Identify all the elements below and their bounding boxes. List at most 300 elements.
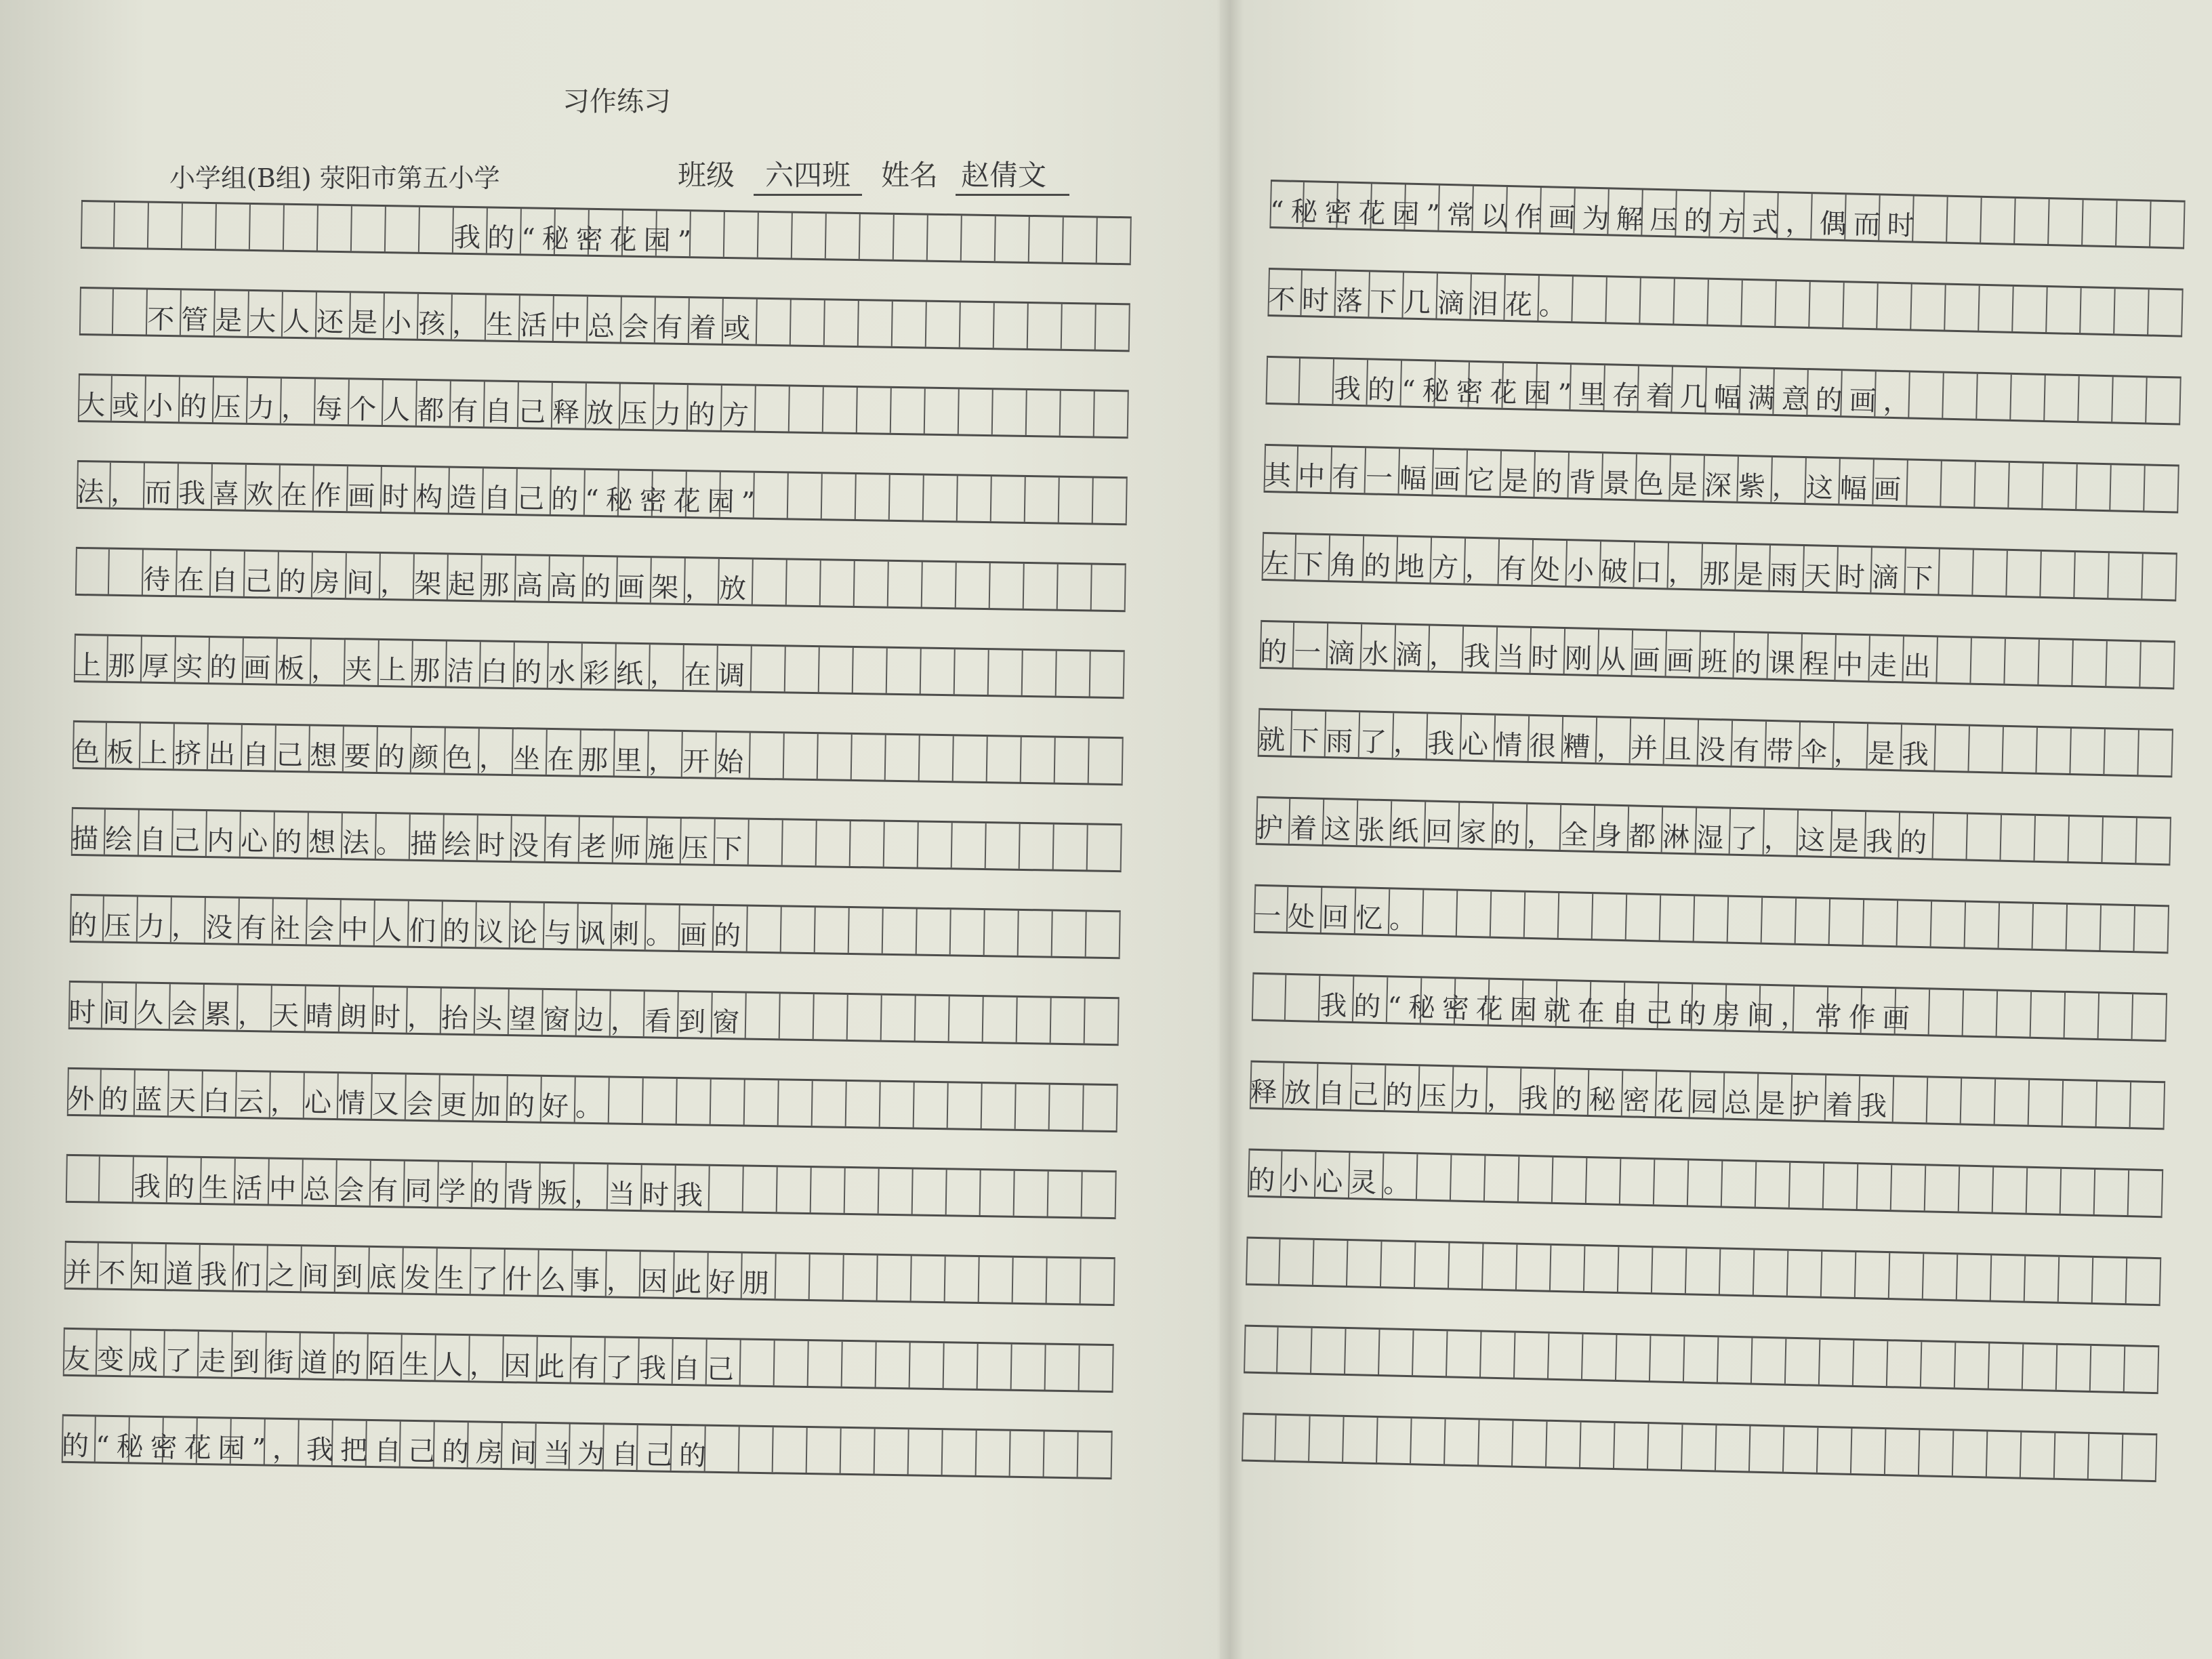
grid-cell [2112,377,2147,422]
grid-cell [785,647,820,692]
grid-cell [1029,217,1064,262]
grid-cell [1090,651,1125,697]
grid-cell [791,300,825,345]
grid-cell [2059,1257,2093,1303]
grid-cell [753,560,787,605]
grid-cell [2065,993,2100,1038]
grid-cell [1943,373,1978,419]
grid-cell [1929,989,1964,1035]
grid-cell [250,205,285,250]
essay-line: 上那厚实的画板，夹上那洁白的水彩纸，在调 [73,649,752,692]
grid-cell [711,1080,745,1125]
grid-cell [1933,813,1968,859]
grid-cell [2123,1435,2157,1480]
grid-cell [982,1084,1017,1129]
grid-cell [1851,1429,1886,1474]
grid-cell [1094,392,1129,437]
grid-cell [2078,376,2113,422]
grid-cell [993,390,1027,435]
grid-cell [1553,1158,1587,1203]
grid-cell [1931,901,1966,947]
grid-cell [1275,1416,1310,1461]
grid-cell [811,1168,846,1213]
grid-cell [2013,287,2047,332]
grid-cell [1347,1241,1382,1286]
grid-cell [1062,304,1097,350]
grid-cell [2114,289,2149,334]
grid-cell [790,386,824,432]
grid-cell [352,206,386,251]
grid-cell [2102,817,2137,863]
grid-cell [955,649,989,695]
grid-cell [1955,1343,1990,1388]
grid-cell [1626,895,1661,940]
grid-cell [876,1343,911,1388]
grid-cell [1981,198,2015,243]
grid-cell [1864,900,1898,945]
grid-cell [844,1255,878,1300]
grid-cell [951,909,985,955]
grid-cell [2031,992,2066,1038]
grid-cell [1246,1239,1280,1284]
grid-cell [1728,897,1763,943]
grid-cell [743,1167,778,1212]
grid-cell [2093,1258,2127,1303]
grid-cell [115,203,149,248]
grid-cell [1989,1344,2024,1389]
grid-cell [813,1081,847,1126]
grid-cell [1044,1432,1079,1477]
grid-cell [609,1078,644,1123]
grid-cell [1483,1244,1517,1290]
grid-cell [1054,825,1088,870]
grid-cell [853,648,888,693]
grid-row [68,981,1120,1046]
essay-line: 左下角的地方，有处小破口，那是雨天时滴下 [1261,548,1940,595]
grid-cell [1551,1246,1585,1291]
grid-cell [826,213,861,259]
grid-cell [2061,1169,2095,1214]
grid-cell [925,389,960,434]
grid-cell [1927,1078,1962,1123]
grid-cell [2036,728,2071,773]
essay-line: 并不知道我们之间到底发生了什么事，因此好朋 [64,1256,777,1300]
grid-cell [985,910,1019,956]
grid-cell [2136,818,2171,863]
grid-cell [2063,1081,2097,1126]
grid-cell [1058,565,1092,610]
grid-cell [1047,1258,1082,1304]
grid-cell [2039,640,2073,685]
grid-cell [756,386,790,432]
grid-cell [1519,1157,1553,1202]
grid-cell [1650,1336,1685,1381]
grid-cell [1086,912,1121,957]
grid-cell [1947,197,1982,243]
grid-cell [1939,550,1973,595]
grid-cell [883,909,918,954]
grid-cell [66,1156,100,1202]
grid-cell [1481,1332,1515,1378]
grid-cell [1051,998,1086,1044]
essay-line: 就下雨了，我心情很糟，并且没有带伞，是我 [1257,724,1936,771]
grid-cell [857,388,892,433]
essay-line: 的小心灵。 [1247,1164,1418,1200]
grid-cell [1784,1427,1818,1473]
grid-cell [780,994,815,1039]
grid-cell [1449,1243,1483,1288]
grid-cell [1017,998,1052,1043]
grid-cell [1286,975,1320,1021]
grid-cell [2001,815,2036,861]
grid-cell [1965,903,2000,948]
grid-cell [1027,390,1061,436]
grid-cell [922,562,957,608]
grid-cell [2023,1345,2057,1390]
grid-cell [113,289,148,335]
essay-line: 外的蓝天白云，心情又会更加的好。 [66,1083,610,1124]
grid-cell [2146,377,2181,423]
grid-cell [882,996,916,1041]
grid-cell [1856,1252,1890,1298]
grid-row [1248,1149,2163,1218]
grid-cell [1786,1339,1820,1385]
grid-row [1242,1413,2157,1483]
grid-cell [2045,375,2079,421]
grid-cell [792,213,827,258]
grid-cell [1606,277,1641,323]
grid-cell [148,203,183,249]
grid-cell [989,650,1023,695]
grid-cell [1580,1422,1615,1468]
grid-cell [1025,477,1060,523]
grid-cell [1572,276,1607,322]
essay-line: 色板上挤出自己想要的颜色，坐在那里，开始 [72,736,751,779]
form-title: 习作练习 [562,86,671,117]
grid-cell [1242,1415,1276,1460]
grid-cell [1377,1418,1412,1463]
grid-cell [1652,1248,1687,1293]
essay-line: 大或小的压力，每个人都有自己释放压力的方 [77,389,756,432]
grid-cell [1593,894,1627,939]
grid-row [1260,620,2175,690]
grid-cell [1415,1242,1450,1288]
grid-row [66,1154,1117,1219]
grid-cell [81,202,115,247]
grid-cell [943,1430,977,1475]
grid-cell [1517,1245,1551,1290]
grid-cell [1963,991,1998,1036]
grid-cell [2140,642,2175,687]
grid-cell [978,1344,1012,1389]
grid-cell [909,1429,943,1475]
grid-cell [1720,1249,1755,1294]
school-name: 小学组(B组) 荥阳市第五小学 [169,163,500,193]
grid-cell [1889,1253,1924,1298]
grid-cell [2076,464,2111,510]
grid-cell [855,561,889,607]
grid-cell [1750,1427,1784,1472]
grid-cell [2067,905,2102,950]
essay-line: 不时落下几滴泪花。 [1267,283,1574,323]
grid-cell [910,1343,945,1388]
grid-cell [1479,1420,1513,1465]
grid-cell [1991,1256,2026,1301]
grid-cell [979,1257,1014,1303]
grid-row [1256,796,2171,866]
grid-cell [775,1340,809,1386]
grid-cell [2135,906,2169,951]
grid-cell [1451,1155,1486,1200]
grid-cell [1820,1340,1854,1385]
grid-cell [75,549,110,594]
grid-cell [818,734,853,779]
grid-cell [1716,1425,1750,1471]
grid-row [1258,708,2173,778]
grid-cell [1048,1172,1083,1217]
grid-cell [916,996,950,1041]
grid-cell [1979,286,2013,331]
grid-cell [1858,1164,1892,1210]
grid-cell [1379,1330,1414,1375]
grid-cell [2125,1347,2159,1392]
grid-cell [2142,554,2177,599]
grid-cell [2150,201,2185,247]
grid-cell [962,216,996,261]
grid-cell [2029,1080,2064,1126]
grid-cell [2025,1256,2060,1302]
grid-cell [1999,903,2034,949]
grid-cell [779,1080,813,1126]
grid-cell [1907,460,1942,506]
grid-cell [1061,391,1095,436]
grid-row [1244,1325,2159,1395]
grid-cell [912,1256,946,1301]
name-label: 姓名 [881,159,939,192]
grid-cell [875,1429,909,1475]
grid-cell [1313,1240,1348,1286]
grid-cell [1925,1166,1960,1211]
grid-cell [1973,550,2007,596]
grid-cell [1050,1085,1084,1130]
grid-cell [1790,1163,1824,1208]
grid-cell [100,1157,134,1202]
grid-cell [781,907,816,952]
grid-cell [944,1343,979,1389]
grid-cell [1893,1077,1928,1122]
grid-cell [1686,1248,1721,1294]
grid-cell [1959,1166,1994,1212]
grid-cell [1660,895,1695,941]
grid-cell [2081,288,2115,333]
page-fold-shadow [1216,0,1244,1659]
grid-cell [1021,737,1056,783]
grid-cell [1654,1160,1689,1205]
grid-cell [956,562,991,608]
grid-cell [2089,1434,2123,1479]
grid-cell [2148,289,2183,335]
grid-row [1267,268,2183,337]
grid-cell [2131,1082,2165,1128]
grid-cell [893,302,927,347]
grid-cell [1885,1429,1920,1475]
grid-cell [750,733,785,779]
grid-cell [1413,1330,1448,1376]
grid-cell [914,1082,949,1128]
grid-cell [1028,304,1063,349]
grid-cell [994,303,1029,348]
grid-cell [216,204,251,249]
grid-cell [1957,1254,1992,1300]
grid-cell [1059,478,1094,523]
essay-line: 其中有一幅画它是的背景色是深紫，这幅画 [1263,459,1908,506]
grid-cell [2005,639,2039,684]
grid-cell [878,1256,912,1301]
grid-cell [920,736,954,781]
grid-cell [758,213,793,258]
grid-cell [856,474,890,520]
grid-cell [924,476,958,521]
grid-cell [1020,824,1054,869]
grid-cell [1809,282,1844,327]
grid-cell [918,823,953,868]
grid-cell [1097,218,1132,264]
grid-cell [1824,1164,1858,1209]
grid-cell [773,1427,808,1473]
grid-cell [1252,975,1286,1020]
grid-cell [1937,638,1971,683]
grid-cell [947,1170,981,1215]
grid-cell [1752,1338,1786,1384]
grid-cell [752,647,786,692]
essay-line: “秘密花园”常以作画为解压的方式，偶而时 [1269,195,1922,242]
grid-cell [1788,1251,1822,1296]
grid-cell [788,473,823,518]
grid-cell [887,649,922,694]
grid-cell [1513,1421,1547,1467]
grid-cell [891,388,926,434]
grid-cell [784,733,819,779]
grid-row [1246,1237,2161,1307]
grid-cell [2007,551,2041,596]
essay-line: 的“秘密花园”，我把自己的房间当为自己的 [61,1430,714,1472]
grid-cell [986,823,1021,869]
class-value: 六四班 [754,153,862,196]
grid-cell [745,1080,779,1126]
grid-row [77,460,1128,525]
grid-cell [823,387,858,432]
grid-cell [1063,218,1098,263]
grid-cell [2095,1170,2129,1215]
grid-cell [1987,1431,2022,1477]
grid-cell [2047,287,2081,333]
grid-cell [1919,1430,1954,1475]
grid-cell [1381,1242,1416,1287]
grid-cell [757,300,792,345]
grid-cell [958,476,992,521]
essay-line: 一处回忆。 [1253,900,1424,936]
essay-line: 我的“秘密花园”里存着几幅满意的画， [1333,373,1918,418]
grid-cell [1648,1424,1683,1469]
grid-cell [990,563,1025,609]
name-value: 赵倩文 [956,153,1069,196]
grid-cell [807,1428,842,1473]
grid-cell [1277,1328,1312,1373]
grid-cell [1343,1417,1378,1462]
grid-cell [1309,1416,1344,1462]
grid-cell [1616,1335,1651,1380]
grid-cell [776,1254,811,1299]
grid-row [1264,444,2179,514]
grid-cell [1640,278,1675,323]
grid-cell [643,1078,678,1124]
grid-cell [1559,893,1593,939]
grid-row [1269,180,2185,249]
grid-cell [913,1169,947,1214]
grid-cell [1457,891,1492,937]
grid-cell [822,474,857,519]
grid-cell [1843,283,1878,328]
grid-cell [987,737,1022,782]
grid-cell [849,908,884,954]
grid-cell [810,1254,844,1300]
grid-row [70,894,1121,959]
grid-cell [2144,466,2179,511]
grid-cell [1244,1327,1278,1372]
right-page [1220,0,2212,1659]
grid-cell [1447,1331,1481,1376]
essay-line: 描绘自己内心的想法。描绘时没有老师施压下 [70,823,750,865]
grid-cell [2043,464,2077,509]
grid-cell [928,216,962,261]
grid-cell [1078,1432,1113,1477]
grid-cell [1762,898,1797,943]
grid-cell [1082,1172,1117,1217]
grid-cell [2101,905,2135,951]
grid-cell [747,907,782,952]
grid-cell [777,1167,812,1212]
grid-row [67,1067,1118,1132]
grid-row [63,1328,1114,1393]
grid-cell [710,1166,744,1212]
grid-cell [851,821,885,867]
grid-cell [1997,991,2032,1037]
grid-cell [1830,899,1864,945]
grid-cell [1993,1168,2028,1213]
essay-line: 的一滴水滴，我当时刚从画画班的课程中走出 [1259,636,1938,683]
grid-cell [1796,899,1830,944]
grid-cell [749,820,783,865]
grid-cell [1345,1329,1380,1374]
grid-cell [2106,641,2141,687]
essay-line: 时间久会累，天晴朗时，抬头望窗边，看到窗 [68,996,747,1039]
grid-cell [2070,729,2105,774]
grid-cell [959,389,994,434]
grid-cell [2138,730,2173,775]
grid-cell [2027,1168,2062,1214]
grid-cell [2057,1345,2091,1391]
grid-cell [952,823,987,868]
essay-line: 友变成了走到街道的陌生人，因此有了我自己 [62,1343,741,1386]
grid-cell [1081,1258,1115,1304]
grid-row [64,1241,1115,1306]
grid-cell [2074,552,2109,598]
grid-cell [1877,283,1912,329]
grid-cell [2116,201,2151,246]
grid-cell [2091,1346,2125,1391]
grid-cell [2068,817,2103,862]
grid-cell [1586,1158,1621,1204]
